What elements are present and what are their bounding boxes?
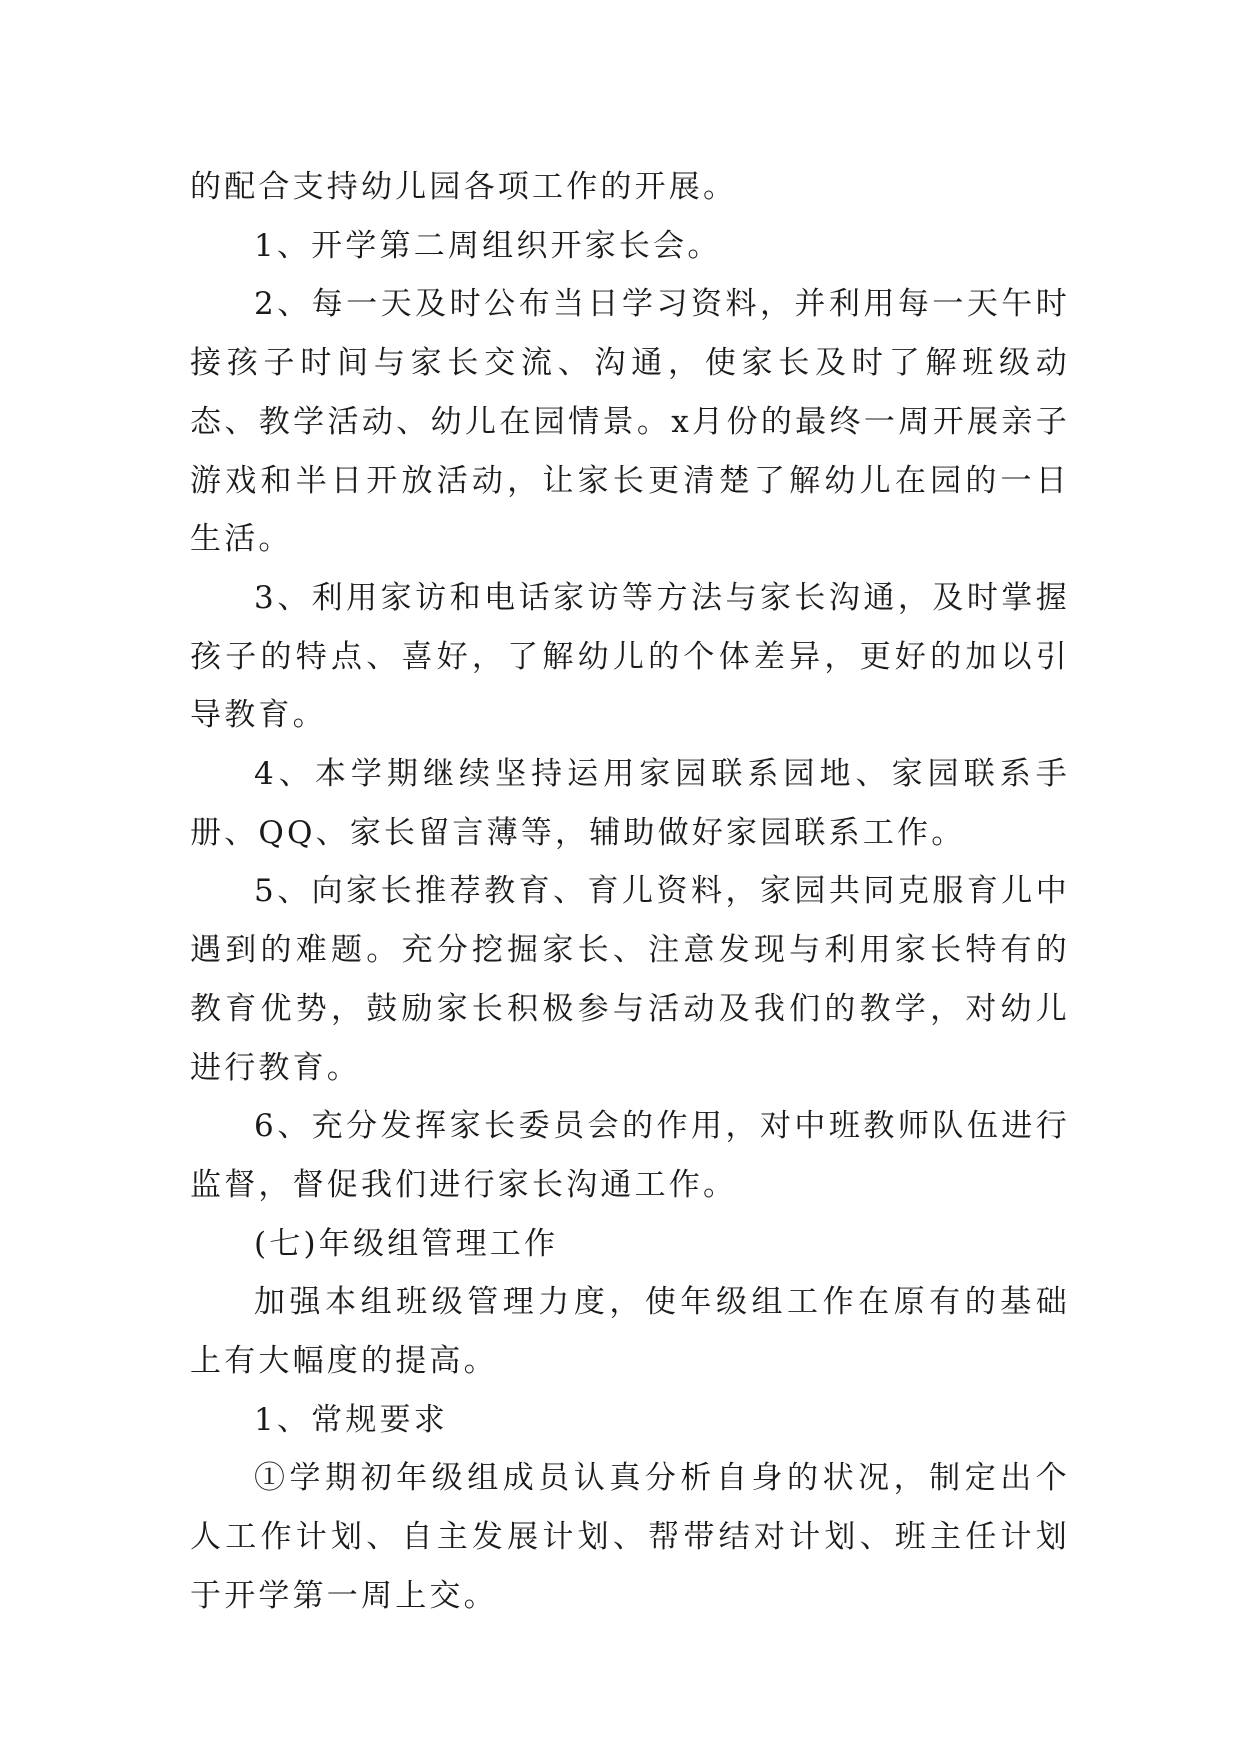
paragraph-item-4: 4、本学期继续坚持运用家园联系园地、家园联系手册、QQ、家长留言薄等，辅助做好家园联系工作。 bbox=[190, 756, 1070, 851]
paragraph-item-3: 3、利用家访和电话家访等方法与家长沟通，及时掌握孩子的特点、喜好，了解幼儿的个体差异，更好的加以引导教育。 bbox=[190, 579, 1070, 734]
section-heading: (七)年级组管理工作 bbox=[254, 1225, 559, 1262]
document-body bbox=[190, 158, 1070, 1626]
paragraph-item-2: 2、每一天及时公布当日学习资料，并利用每一天午时接孩子时间与家长交流、沟通，使家长及时了解班级动态、教学活动、幼儿在园情景。x月份的最终一周开展亲子游戏和半日开放活动，让家长更清楚了解幼儿在园的一日生活。 bbox=[190, 286, 1070, 558]
subheading-routine-requirements: 1、常规要求 bbox=[254, 1401, 448, 1438]
paragraph-item-6: 6、充分发挥家长委员会的作用，对中班教师队伍进行监督，督促我们进行家长沟通工作。 bbox=[190, 1108, 1070, 1203]
paragraph-item-5: 5、向家长推荐教育、育儿资料，家园共同克服育儿中遇到的难题。充分挖掘家长、注意发现与利用家长特有的教育优势，鼓励家长积极参与活动及我们的教学，对幼儿进行教育。 bbox=[190, 873, 1070, 1086]
paragraph-intro: 加强本组班级管理力度，使年级组工作在原有的基础上有大幅度的提高。 bbox=[190, 1284, 1070, 1380]
paragraph-item-1: 1、开学第二周组织开家长会。 bbox=[254, 227, 722, 264]
paragraph-subitem-1: ①学期初年级组成员认真分析自身的状况，制定出个人工作计划、自主发展计划、帮带结对计划、班主任计划于开学第一周上交。 bbox=[190, 1460, 1070, 1614]
paragraph-continuation: 的配合支持幼儿园各项工作的开展。 bbox=[190, 169, 738, 205]
